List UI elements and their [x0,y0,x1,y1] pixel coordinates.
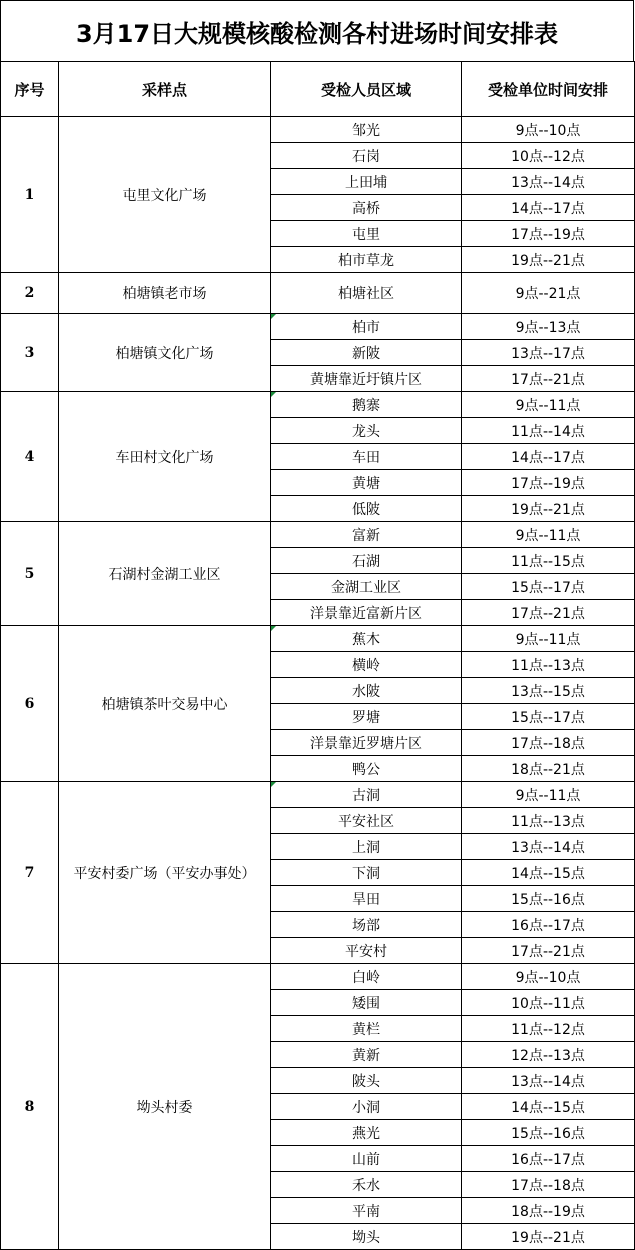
tested-area [271,1068,462,1094]
time-slot: 13点--14点 [462,834,635,860]
header-time: 受检单位时间安排 [462,62,635,117]
tested-area-label: 柏塘社区 [338,286,394,302]
time-slot: 16点--17点 [462,912,635,938]
tested-area-label: 黄塘靠近圩镇片区 [310,371,422,388]
time-slot: 14点--15点 [462,1094,635,1120]
time-slot: 10点--11点 [462,990,635,1016]
tested-area [271,652,462,678]
tested-area [271,834,462,860]
tested-area-label: 上田埔 [345,174,387,191]
tested-area [271,169,462,195]
tested-area [271,678,462,704]
tested-area [271,704,462,730]
tested-area-label: 陂头 [352,1073,380,1090]
tested-area [271,340,462,366]
time-slot: 17点--18点 [462,1172,635,1198]
time-slot: 9点--13点 [462,314,635,340]
tested-area [271,1042,462,1068]
sampling-site: 车田村文化广场 [59,392,271,522]
tested-area-label: 上洞 [352,839,380,856]
time-slot: 15点--17点 [462,574,635,600]
schedule-table [0,61,635,1250]
time-slot: 13点--14点 [462,1068,635,1094]
time-slot: 9点--11点 [462,782,635,808]
sampling-site: 坳头村委 [59,964,271,1250]
table-row [1,273,635,314]
tested-area-label: 洋景靠近富新片区 [310,605,422,622]
tested-area-label: 场部 [352,917,380,934]
time-slot: 9点--11点 [462,522,635,548]
tested-area [271,1094,462,1120]
tested-area-label: 矮围 [352,995,380,1012]
time-slot: 11点--12点 [462,1016,635,1042]
tested-area [271,366,462,392]
tested-area-label: 下洞 [352,865,380,882]
tested-area-label: 邹光 [352,122,380,139]
tested-area [271,756,462,782]
cell-comment-marker-icon [271,782,276,787]
time-slot: 17点--19点 [462,470,635,496]
tested-area-label: 高桥 [352,200,380,217]
group-index: 4 [1,392,59,522]
tested-area [271,574,462,600]
tested-area [271,470,462,496]
cell-comment-marker-icon [271,626,276,631]
tested-area [271,143,462,169]
time-slot: 12点--13点 [462,1042,635,1068]
time-slot: 17点--19点 [462,221,635,247]
table-row [1,626,635,652]
sampling-site: 柏塘镇老市场 [59,273,271,314]
cell-comment-marker-icon [271,314,276,319]
tested-area [271,117,462,143]
tested-area [271,782,462,808]
tested-area [271,730,462,756]
tested-area-label: 新陂 [352,345,380,362]
time-slot: 15点--16点 [462,886,635,912]
time-slot: 11点--14点 [462,418,635,444]
tested-area [271,314,462,340]
time-slot: 13点--17点 [462,340,635,366]
time-slot: 14点--15点 [462,860,635,886]
tested-area [271,247,462,273]
tested-area [271,1016,462,1042]
time-slot: 11点--15点 [462,548,635,574]
time-slot: 13点--14点 [462,169,635,195]
tested-area-label: 白岭 [352,969,380,986]
tested-area-label: 石湖 [352,553,380,570]
tested-area [271,522,462,548]
tested-area-label: 石岗 [352,148,380,165]
time-slot: 14点--17点 [462,195,635,221]
tested-area-label: 罗塘 [352,709,380,726]
header-site: 采样点 [59,62,271,117]
tested-area-label: 低陂 [352,501,380,518]
schedule-body [1,117,635,1250]
sampling-site: 石湖村金湖工业区 [59,522,271,626]
group-index: 2 [1,273,59,314]
tested-area-label: 平安社区 [338,813,394,830]
tested-area-label: 小洞 [352,1099,380,1116]
tested-area [271,221,462,247]
tested-area [271,1120,462,1146]
tested-area-label: 柏市草龙 [338,252,394,269]
tested-area [271,392,462,418]
document-title: 3月17日大规模核酸检测各村进场时间安排表 [0,0,634,62]
time-slot: 9点--10点 [462,964,635,990]
tested-area-label: 平南 [352,1203,380,1220]
time-slot: 11点--13点 [462,808,635,834]
tested-area-label: 屯里 [352,226,380,243]
tested-area [271,860,462,886]
tested-area [271,444,462,470]
tested-area [271,600,462,626]
tested-area [271,548,462,574]
tested-area [271,1198,462,1224]
time-slot: 9点--10点 [462,117,635,143]
group-index: 3 [1,314,59,392]
sampling-site: 平安村委广场（平安办事处） [59,782,271,964]
tested-area [271,938,462,964]
tested-area [271,1224,462,1250]
tested-area [271,1146,462,1172]
header-area: 受检人员区域 [271,62,462,117]
group-index: 6 [1,626,59,782]
time-slot: 19点--21点 [462,1224,635,1250]
time-slot: 11点--13点 [462,652,635,678]
tested-area-label: 山前 [352,1151,380,1168]
tested-area-label: 车田 [352,449,380,466]
group-index: 5 [1,522,59,626]
tested-area [271,626,462,652]
time-slot: 15点--16点 [462,1120,635,1146]
time-slot: 17点--21点 [462,366,635,392]
time-slot: 19点--21点 [462,247,635,273]
group-index: 7 [1,782,59,964]
tested-area [271,195,462,221]
tested-area [271,418,462,444]
tested-area-label: 水陂 [352,683,380,700]
table-row [1,314,635,340]
tested-area [271,886,462,912]
group-index: 8 [1,964,59,1250]
header-row [1,62,635,117]
sampling-site: 柏塘镇文化广场 [59,314,271,392]
tested-area-label: 黄塘 [352,475,380,492]
time-slot: 15点--17点 [462,704,635,730]
time-slot: 16点--17点 [462,1146,635,1172]
time-slot: 13点--15点 [462,678,635,704]
tested-area-label: 富新 [352,527,380,544]
tested-area-label: 金湖工业区 [331,579,401,596]
time-slot: 18点--21点 [462,756,635,782]
sampling-site: 柏塘镇茶叶交易中心 [59,626,271,782]
table-row [1,782,635,808]
time-slot: 17点--21点 [462,600,635,626]
sampling-site: 屯里文化广场 [59,117,271,273]
table-row [1,522,635,548]
cell-comment-marker-icon [271,392,276,397]
table-row [1,392,635,418]
header-index: 序号 [1,62,59,117]
tested-area-label: 黄栏 [352,1021,380,1038]
tested-area-label: 平安村 [345,943,387,960]
tested-area [271,496,462,522]
tested-area [271,964,462,990]
tested-area-label: 禾水 [352,1177,380,1194]
table-row [1,964,635,990]
tested-area-label: 鹅寨 [352,397,380,414]
tested-area-label: 鸭公 [352,761,380,778]
time-slot: 18点--19点 [462,1198,635,1224]
time-slot: 14点--17点 [462,444,635,470]
time-slot: 19点--21点 [462,496,635,522]
tested-area [271,808,462,834]
tested-area [271,912,462,938]
tested-area [271,990,462,1016]
tested-area-label: 龙头 [352,423,380,440]
tested-area [271,273,462,314]
time-slot: 10点--12点 [462,143,635,169]
tested-area-label: 古洞 [352,787,380,804]
time-slot: 9点--11点 [462,392,635,418]
time-slot: 9点--11点 [462,626,635,652]
time-slot: 9点--21点 [462,273,635,314]
group-index: 1 [1,117,59,273]
tested-area-label: 柏市 [352,319,380,336]
tested-area-label: 横岭 [352,657,380,674]
tested-area-label: 旱田 [352,891,380,908]
table-row [1,117,635,143]
tested-area [271,1172,462,1198]
tested-area-label: 蕉木 [352,631,380,648]
tested-area-label: 洋景靠近罗塘片区 [310,735,422,752]
tested-area-label: 黄新 [352,1047,380,1064]
time-slot: 17点--21点 [462,938,635,964]
tested-area-label: 燕光 [352,1125,380,1142]
time-slot: 17点--18点 [462,730,635,756]
tested-area-label: 坳头 [352,1229,380,1246]
